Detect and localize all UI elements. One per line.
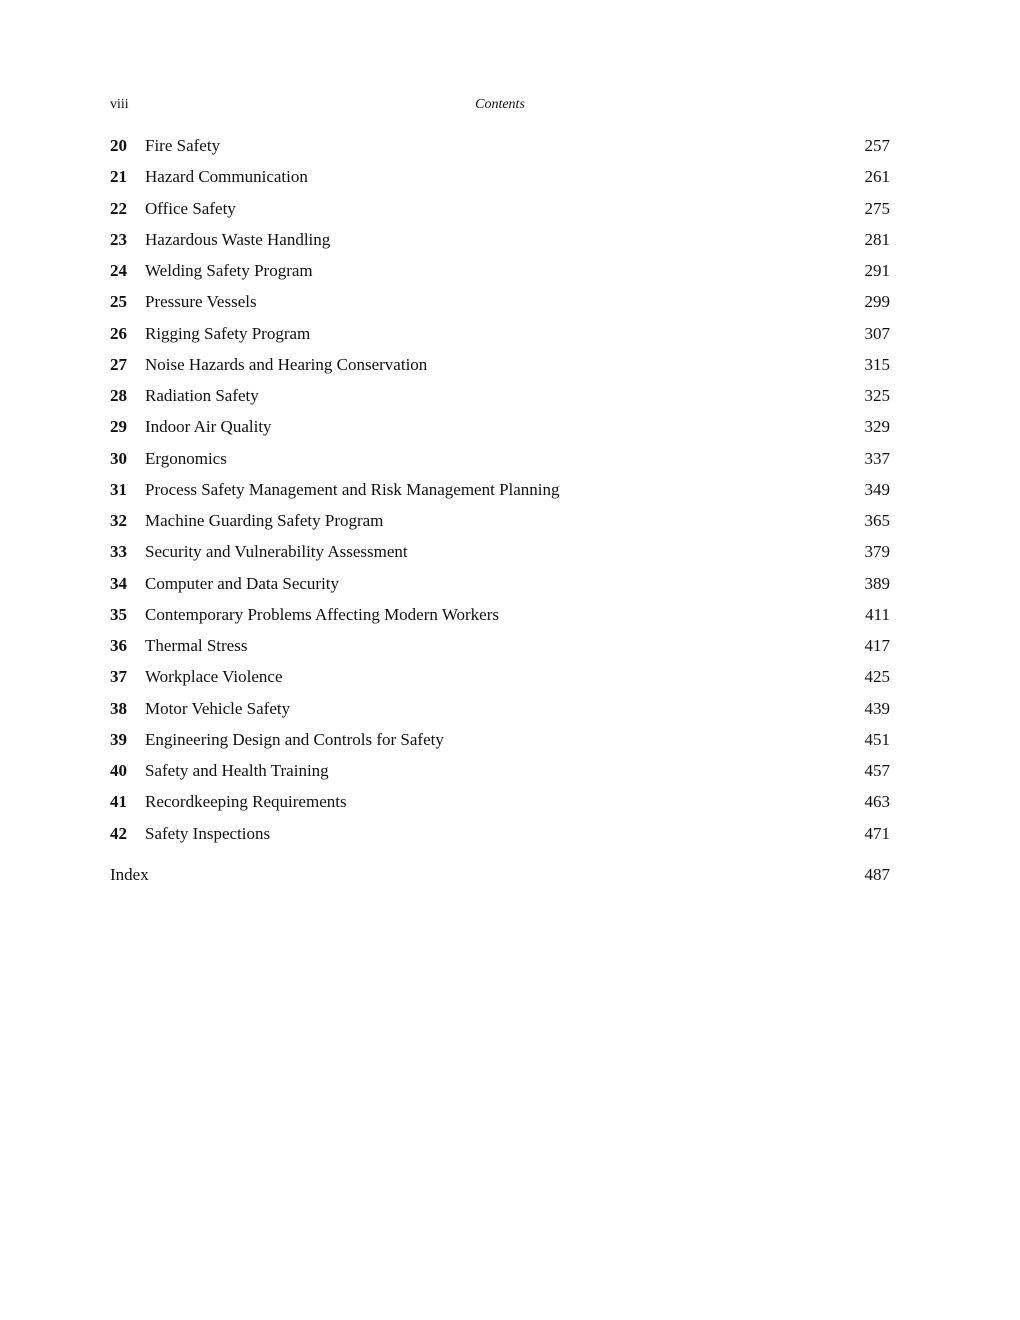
toc-entry[interactable] <box>110 380 890 411</box>
chapter-number: 31 <box>110 479 127 499</box>
chapter-number: 37 <box>110 667 127 687</box>
chapter-page-number: 457 <box>864 761 890 780</box>
chapter-title: Pressure Vessels <box>145 292 257 312</box>
chapter-page-number: 349 <box>864 479 890 499</box>
chapter-number: 32 <box>110 511 127 530</box>
table-of-contents <box>110 130 890 849</box>
toc-entry[interactable] <box>110 286 890 317</box>
running-head <box>110 97 890 117</box>
chapter-number: 38 <box>110 698 127 718</box>
toc-entry[interactable] <box>110 505 890 536</box>
chapter-title: Security and Vulnerability Assessment <box>145 542 408 562</box>
toc-entry[interactable] <box>110 818 890 849</box>
toc-index-page: 487 <box>864 865 890 884</box>
chapter-page-number: 417 <box>864 636 890 655</box>
chapter-title: Office Safety <box>145 198 236 218</box>
toc-entry[interactable] <box>110 661 890 692</box>
chapter-title: Indoor Air Quality <box>145 417 272 437</box>
toc-entry[interactable] <box>110 599 890 630</box>
chapter-page-number: 425 <box>864 667 890 687</box>
chapter-number: 34 <box>110 573 127 593</box>
chapter-title: Safety Inspections <box>145 823 271 843</box>
toc-entry[interactable] <box>110 161 890 192</box>
toc-entry[interactable] <box>110 411 890 442</box>
chapter-title: Hazard Communication <box>145 167 308 187</box>
toc-entry[interactable] <box>110 568 890 599</box>
chapter-number: 29 <box>110 417 127 437</box>
chapter-title: Thermal Stress <box>145 636 248 655</box>
chapter-page-number: 389 <box>864 573 890 593</box>
running-head-title: Contents <box>475 97 525 112</box>
toc-index-entry[interactable] <box>110 859 890 890</box>
chapter-number: 36 <box>110 636 127 655</box>
chapter-page-number: 291 <box>864 261 890 280</box>
chapter-number: 42 <box>110 823 127 843</box>
chapter-number: 26 <box>110 323 127 343</box>
chapter-number: 33 <box>110 542 127 562</box>
toc-entry[interactable] <box>110 443 890 474</box>
toc-entry[interactable] <box>110 255 890 286</box>
page-folio: viii <box>110 97 129 112</box>
chapter-number: 35 <box>110 604 127 624</box>
chapter-number: 39 <box>110 729 127 749</box>
chapter-title: Noise Hazards and Hearing Conservation <box>145 354 428 374</box>
chapter-title: Engineering Design and Controls for Safety <box>145 729 444 749</box>
chapter-number: 40 <box>110 761 127 780</box>
chapter-page-number: 275 <box>864 198 890 218</box>
toc-entry[interactable] <box>110 786 890 817</box>
chapter-number: 25 <box>110 292 127 312</box>
chapter-page-number: 439 <box>864 698 890 718</box>
chapter-page-number: 307 <box>864 323 890 343</box>
chapter-title: Safety and Health Training <box>145 761 329 780</box>
chapter-page-number: 329 <box>864 417 890 437</box>
toc-entry[interactable] <box>110 318 890 349</box>
chapter-number: 24 <box>110 261 127 280</box>
toc-entry[interactable] <box>110 130 890 161</box>
chapter-page-number: 379 <box>864 542 890 562</box>
toc-entry[interactable] <box>110 755 890 786</box>
chapter-title: Radiation Safety <box>145 386 259 405</box>
chapter-title: Computer and Data Security <box>145 573 340 593</box>
chapter-title: Ergonomics <box>145 448 227 468</box>
chapter-title: Welding Safety Program <box>145 261 313 280</box>
chapter-page-number: 257 <box>864 136 890 155</box>
chapter-title: Machine Guarding Safety Program <box>145 511 384 530</box>
toc-entry[interactable] <box>110 630 890 661</box>
chapter-number: 21 <box>110 167 127 187</box>
toc-entry[interactable] <box>110 724 890 755</box>
chapter-page-number: 281 <box>864 229 890 249</box>
chapter-page-number: 365 <box>864 511 890 530</box>
chapter-page-number: 299 <box>864 292 890 312</box>
chapter-number: 27 <box>110 354 127 374</box>
chapter-title: Process Safety Management and Risk Management Planning <box>145 479 560 499</box>
toc-entry[interactable] <box>110 193 890 224</box>
chapter-title: Rigging Safety Program <box>145 323 311 343</box>
chapter-page-number: 337 <box>864 448 890 468</box>
chapter-page-number: 261 <box>864 167 890 187</box>
toc-entry[interactable] <box>110 474 890 505</box>
chapter-number: 41 <box>110 792 127 812</box>
toc-entry[interactable] <box>110 536 890 567</box>
toc-entry[interactable] <box>110 224 890 255</box>
chapter-page-number: 463 <box>864 792 890 812</box>
chapter-page-number: 471 <box>864 823 890 843</box>
chapter-number: 23 <box>110 229 127 249</box>
chapter-title: Hazardous Waste Handling <box>145 229 331 249</box>
toc-entry[interactable] <box>110 349 890 380</box>
chapter-number: 22 <box>110 198 127 218</box>
toc-entry[interactable] <box>110 693 890 724</box>
chapter-title: Motor Vehicle Safety <box>145 698 291 718</box>
chapter-title: Contemporary Problems Affecting Modern Workers <box>145 604 499 624</box>
toc-index-label: Index <box>110 865 149 884</box>
chapter-title: Recordkeeping Requirements <box>145 792 347 812</box>
chapter-title: Workplace Violence <box>145 667 283 687</box>
chapter-page-number: 451 <box>864 729 890 749</box>
chapter-number: 30 <box>110 448 127 468</box>
chapter-number: 28 <box>110 386 127 405</box>
chapter-page-number: 315 <box>864 354 890 374</box>
chapter-number: 20 <box>110 136 127 155</box>
chapter-title: Fire Safety <box>145 136 221 155</box>
chapter-page-number: 325 <box>864 386 890 405</box>
chapter-page-number: 411 <box>865 604 890 624</box>
